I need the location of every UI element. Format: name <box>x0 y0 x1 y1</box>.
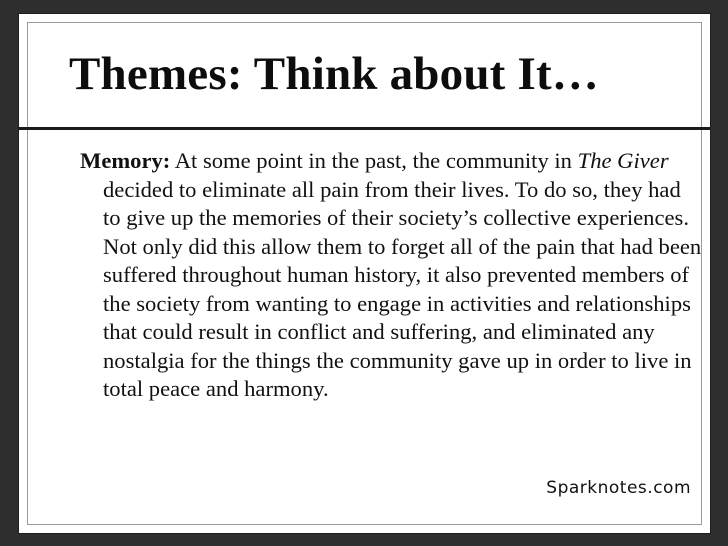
source-credit: Sparknotes.com <box>546 478 691 498</box>
body-text-part-1: At some point in the past, the community in <box>170 148 578 173</box>
book-title: The Giver <box>577 148 669 173</box>
body-paragraph <box>80 147 703 404</box>
title-divider <box>19 127 710 130</box>
theme-label: Memory: <box>80 148 171 173</box>
slide-title: Themes: Think about It… <box>69 48 599 100</box>
body-text-part-2: decided to eliminate all pain from their lives. To do so, they had to give up the memories of their society’s collective experiences. Not only did this allow them to forget all of the pain that had been suffered throughout human history, it also prevented members of the society from wanting to engage in activities and relationships that could result in conflict and suffering, and eliminated any nostalgia for the things the community gave up in order to live in total peace and harmony. <box>103 176 702 401</box>
